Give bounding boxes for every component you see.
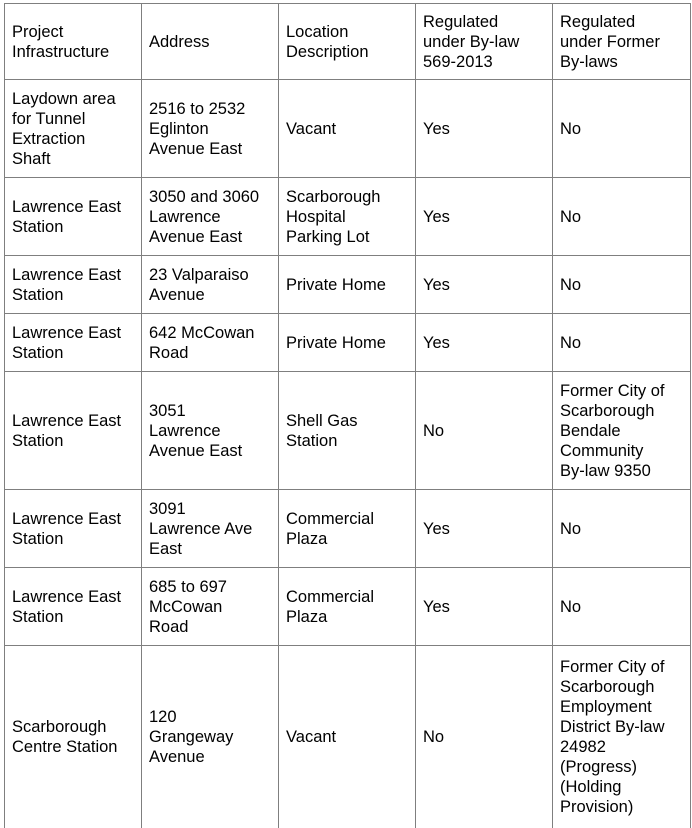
cell-project: Scarborough Centre Station bbox=[5, 646, 142, 828]
cell-regulated-569: Yes bbox=[416, 490, 553, 568]
cell-regulated-569: Yes bbox=[416, 80, 553, 178]
cell-address: 3051 Lawrence Avenue East bbox=[142, 372, 279, 490]
cell-address: 2516 to 2532 Eglinton Avenue East bbox=[142, 80, 279, 178]
infrastructure-bylaw-table bbox=[4, 3, 691, 828]
header-location-description: Location Description bbox=[279, 4, 416, 80]
cell-project: Lawrence East Station bbox=[5, 256, 142, 314]
table-row bbox=[5, 178, 691, 256]
cell-project: Lawrence East Station bbox=[5, 314, 142, 372]
cell-location: Private Home bbox=[279, 256, 416, 314]
table-row bbox=[5, 646, 691, 828]
cell-project: Laydown area for Tunnel Extraction Shaft bbox=[5, 80, 142, 178]
cell-project: Lawrence East Station bbox=[5, 178, 142, 256]
header-address: Address bbox=[142, 4, 279, 80]
cell-location: Vacant bbox=[279, 80, 416, 178]
table-row bbox=[5, 256, 691, 314]
cell-regulated-former: No bbox=[553, 80, 691, 178]
cell-regulated-569: Yes bbox=[416, 568, 553, 646]
header-regulated-569-2013: Regulated under By-law 569-2013 bbox=[416, 4, 553, 80]
header-project-infrastructure: Project Infrastructure bbox=[5, 4, 142, 80]
cell-location: Scarborough Hospital Parking Lot bbox=[279, 178, 416, 256]
table-header-row bbox=[5, 4, 691, 80]
cell-location: Commercial Plaza bbox=[279, 490, 416, 568]
cell-regulated-569: No bbox=[416, 372, 553, 490]
cell-location: Private Home bbox=[279, 314, 416, 372]
table-row bbox=[5, 80, 691, 178]
cell-regulated-569: Yes bbox=[416, 178, 553, 256]
cell-regulated-569: Yes bbox=[416, 314, 553, 372]
cell-regulated-former: No bbox=[553, 256, 691, 314]
header-regulated-former: Regulated under Former By-laws bbox=[553, 4, 691, 80]
cell-address: 642 McCowan Road bbox=[142, 314, 279, 372]
table-row bbox=[5, 372, 691, 490]
cell-address: 23 Valparaiso Avenue bbox=[142, 256, 279, 314]
cell-regulated-former: No bbox=[553, 490, 691, 568]
table-row bbox=[5, 568, 691, 646]
cell-project: Lawrence East Station bbox=[5, 490, 142, 568]
cell-regulated-569: No bbox=[416, 646, 553, 828]
cell-location: Commercial Plaza bbox=[279, 568, 416, 646]
table-row bbox=[5, 314, 691, 372]
cell-address: 3091 Lawrence Ave East bbox=[142, 490, 279, 568]
cell-location: Shell Gas Station bbox=[279, 372, 416, 490]
cell-regulated-former: No bbox=[553, 178, 691, 256]
cell-regulated-former: Former City of Scarborough Bendale Community By-law 9350 bbox=[553, 372, 691, 490]
cell-regulated-former: No bbox=[553, 314, 691, 372]
cell-regulated-former: No bbox=[553, 568, 691, 646]
cell-project: Lawrence East Station bbox=[5, 372, 142, 490]
cell-regulated-569: Yes bbox=[416, 256, 553, 314]
cell-address: 120 Grangeway Avenue bbox=[142, 646, 279, 828]
cell-address: 3050 and 3060 Lawrence Avenue East bbox=[142, 178, 279, 256]
cell-location: Vacant bbox=[279, 646, 416, 828]
table-row bbox=[5, 490, 691, 568]
cell-project: Lawrence East Station bbox=[5, 568, 142, 646]
cell-regulated-former: Former City of Scarborough Employment District By-law 24982 (Progress) (Holding Provision) bbox=[553, 646, 691, 828]
cell-address: 685 to 697 McCowan Road bbox=[142, 568, 279, 646]
